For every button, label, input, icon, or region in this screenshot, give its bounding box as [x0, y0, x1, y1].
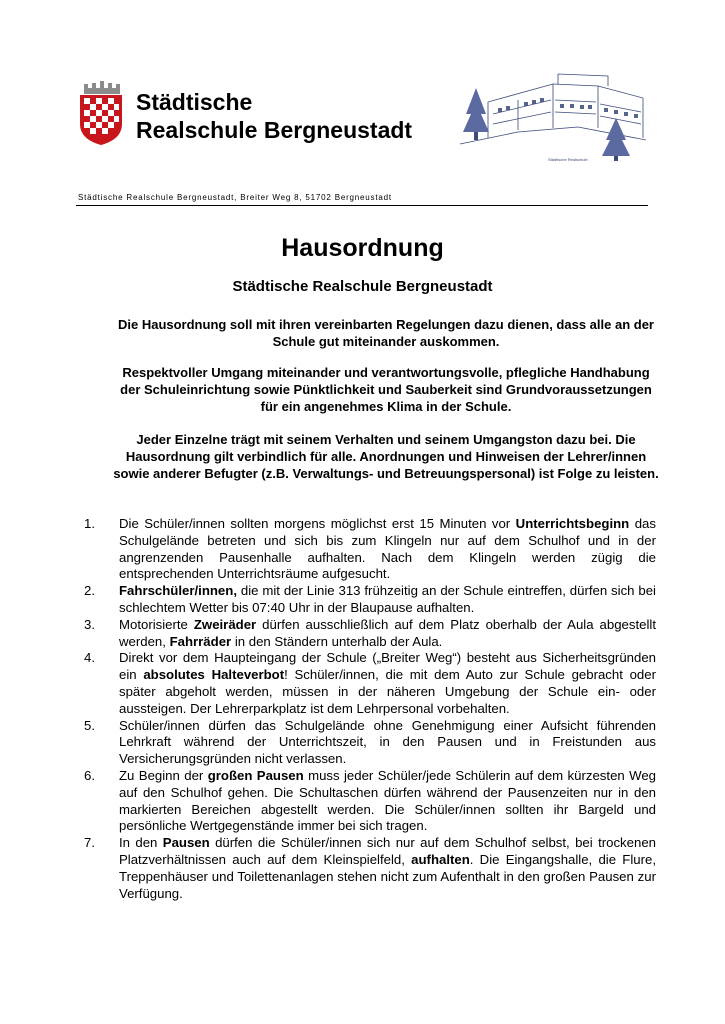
building-caption: Städtische Realschule — [548, 157, 588, 162]
rule-emphasis: Zweiräder — [193, 616, 257, 632]
intro-paragraph: Die Hausordnung soll mit ihren vereinbarten Regelungen dazu dienen, dass alle an der Schule gut miteinander auskommen. — [117, 317, 654, 349]
rule-number: 6. — [84, 767, 95, 783]
page-title: Hausordnung — [281, 234, 444, 262]
rule-emphasis: großen Pausen — [207, 767, 304, 783]
rule-number: 3. — [84, 616, 95, 632]
rule-text: Direkt vor dem Haupteingang der Schule („Breiter Weg“) besteht aus Sicherheitsgründen ein — [119, 650, 656, 683]
intro-paragraph: Jeder Einzelne trägt mit seinem Verhalten und seinem Umgangston dazu bei. Die Hausordnung gilt verbindlich für alle. Anordnungen und Hinweisen der Lehrer/innen sowie anderer Befugter (z.B. Verwaltungs- und Betreuungspersonal) ist Folge zu leisten. — [113, 432, 659, 481]
rule-emphasis: Unterrichtsbeginn — [515, 516, 630, 531]
rule-emphasis: absolutes Halteverbot — [143, 667, 285, 683]
house-rules-list — [84, 516, 656, 902]
rule-item — [84, 718, 656, 768]
rule-item — [84, 583, 656, 617]
rule-text: dürfen die Schüler/innen sich nur auf dem Schulhof selbst, bei trockenen Platzverhältnissen auch auf dem Kleinspielfeld, — [119, 835, 656, 867]
rule-number: 4. — [84, 650, 95, 666]
rule-number: 5. — [84, 717, 95, 733]
rule-item — [84, 835, 656, 902]
rule-number: 7. — [84, 835, 95, 851]
rule-text: dürfen ausschließlich auf dem Platz oberhalb der Aula abgestellt werden, — [119, 616, 656, 649]
rule-text: das Schulgelände betreten und sich bis zum Klingeln nur auf dem Schulhof und in der angrenzenden Pausenhalle aufhalten. Nach dem Klingeln werden zügig die entsprechenden Unterrichtsräume aufgesucht. — [119, 516, 656, 582]
rule-item — [84, 516, 656, 583]
rule-item — [84, 617, 656, 651]
rule-text: ! Schüler/innen, die mit dem Auto zur Schule gebracht oder später abgeholt werden, müssen in der näheren Umgebung der Schule ein- oder aussteigen. Der Lehrerparkplatz ist dem Lehrpersonal vorbehalten. — [119, 667, 656, 716]
rule-text: Zu Beginn der — [119, 767, 208, 783]
rule-emphasis: Fahrschüler/innen, — [119, 583, 237, 599]
school-building-illustration — [458, 72, 648, 162]
header-divider — [76, 205, 648, 206]
rule-text: muss jeder Schüler/jede Schülerin auf dem kürzesten Weg auf den Schulhof gehen. Die Schultaschen dürfen während der Pausenzeiten nur in den markierten Bereichen abgestellt werden. Die Schüler/innen sollten ihr Bargeld und persönliche Wertgegenstände immer bei sich tragen. — [119, 767, 657, 834]
rule-item — [84, 768, 656, 835]
rule-text: Schüler/innen dürfen das Schulgelände ohne Genehmigung einer Aufsicht führenden Lehrkraft während der Unterrichtszeit, in den Pausen und in Freistunden aus Versicherungsgründen nicht verlassen. — [119, 717, 656, 767]
address-line: Städtische Realschule Bergneustadt, Breiter Weg 8, 51702 Bergneustadt — [78, 193, 392, 202]
intro-paragraph: Respektvoller Umgang miteinander und verantwortungsvolle, pflegliche Handhabung der Schuleinrichtung sowie Pünktlichkeit und Sauberkeit sind Grundvoraussetzungen für ein angenehmes Klima in der Schule. — [120, 365, 652, 414]
rule-emphasis: aufhalten — [411, 851, 470, 867]
rule-text: . Die Eingangshalle, die Flure, Treppenhäuser und Toilettenanlagen stehen nicht zum Aufenthalt in den großen Pausen zur Verfügung. — [119, 851, 656, 901]
rule-item — [84, 650, 656, 717]
rule-number: 1. — [84, 516, 95, 531]
rule-emphasis: Pausen — [162, 835, 210, 851]
rule-text: die mit der Linie 313 frühzeitig an der Schule eintreffen, dürfen sich bei schlechtem Wetter bis 07:40 Uhr in der Blaupause aufhalten. — [119, 583, 656, 615]
town-crest-logo — [78, 80, 124, 146]
rule-text: In den — [119, 835, 163, 851]
school-name-line2: Realschule Bergneustadt — [136, 117, 413, 143]
rule-text: Die Schüler/innen sollten morgens möglichst erst 15 Minuten vor — [119, 516, 516, 531]
rule-emphasis: Fahrräder — [169, 633, 232, 649]
school-name — [136, 88, 412, 144]
school-name-line1: Städtische — [136, 89, 253, 115]
rule-number: 2. — [84, 583, 95, 599]
rule-text: in den Ständern unterhalb der Aula. — [231, 633, 443, 649]
rule-text: Motorisierte — [119, 616, 194, 632]
page-subtitle: Städtische Realschule Bergneustadt — [232, 278, 493, 295]
